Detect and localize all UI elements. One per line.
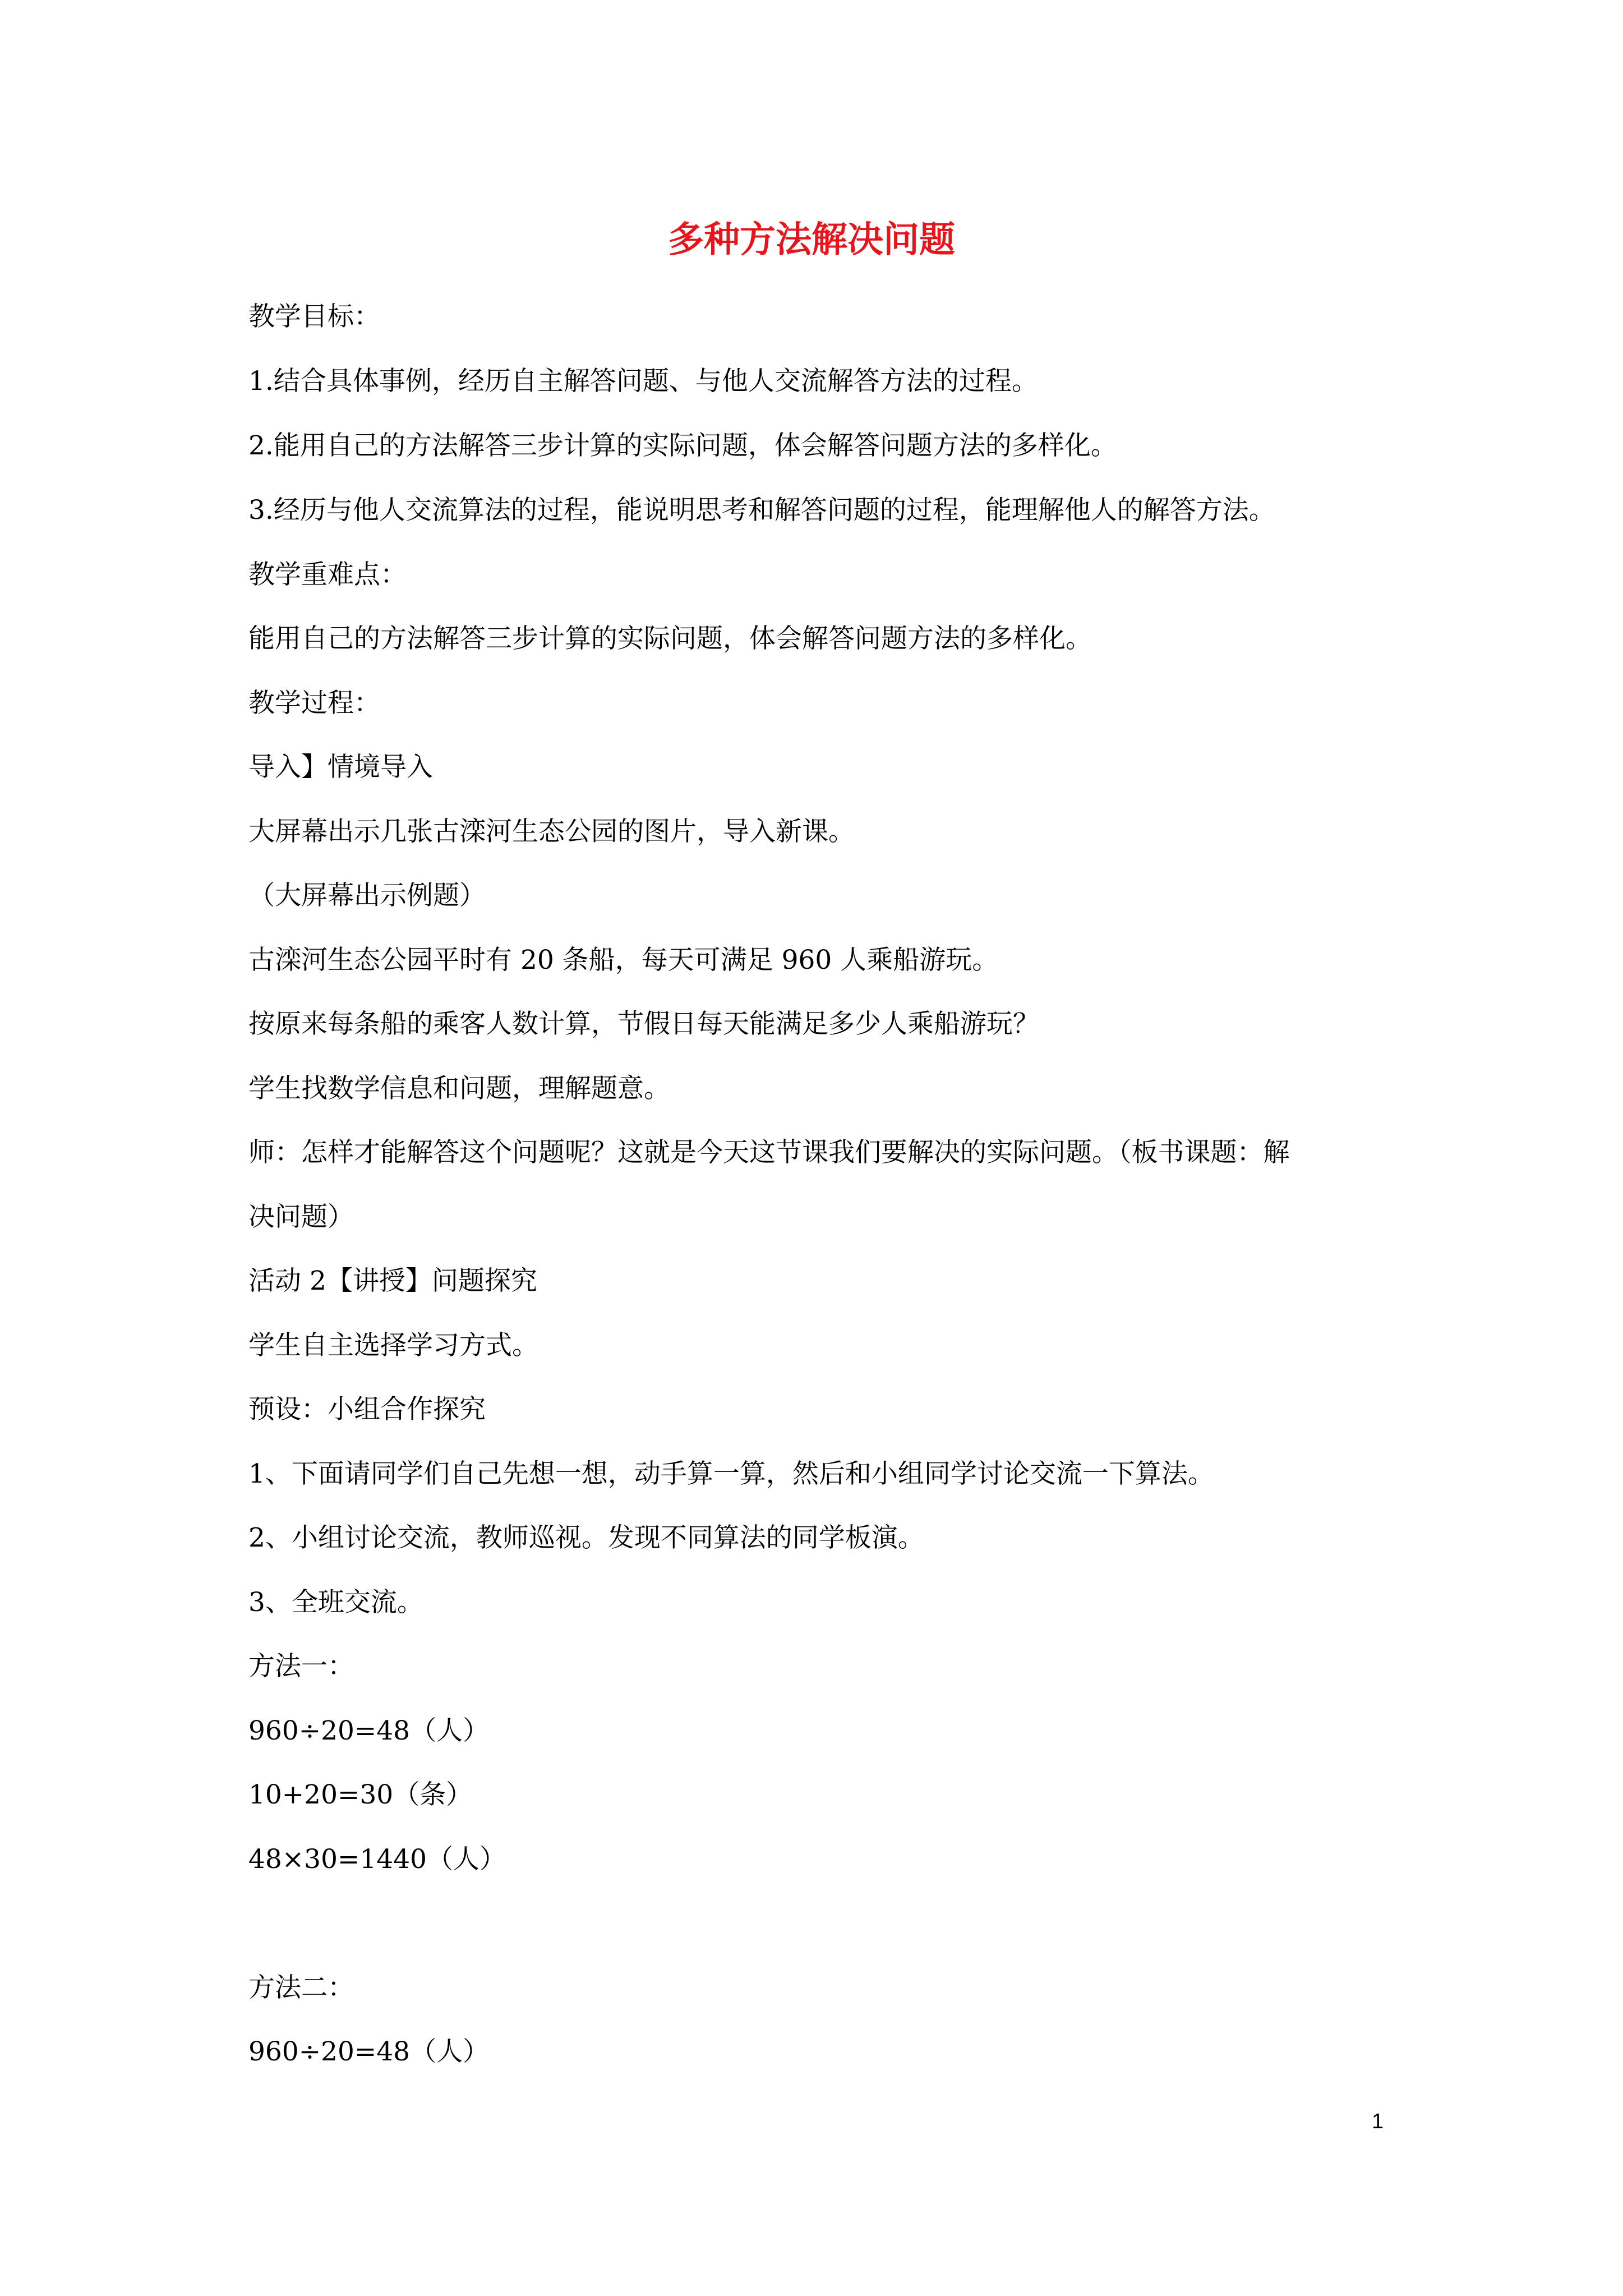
activity-2-heading: 活动 2【讲授】问题探究 xyxy=(248,1266,537,1296)
example-note: （大屏幕出示例题） xyxy=(248,880,486,911)
preset-text: 预设：小组合作探究 xyxy=(248,1394,486,1425)
objective-1: 1.结合具体事例，经历自主解答问题、与他人交流解答方法的过程。 xyxy=(248,366,1038,397)
step-2: 2、小组讨论交流，教师巡视。发现不同算法的同学板演。 xyxy=(248,1522,924,1553)
method-2-equation-1: 960÷20=48（人） xyxy=(248,2036,490,2067)
objective-2: 2.能用自己的方法解答三步计算的实际问题，体会解答问题方法的多样化。 xyxy=(248,430,1117,461)
section-heading-process: 教学过程： xyxy=(248,688,380,719)
key-points-text: 能用自己的方法解答三步计算的实际问题，体会解答问题方法的多样化。 xyxy=(248,623,1092,654)
method-1-heading: 方法一： xyxy=(248,1651,354,1682)
method-2-heading: 方法二： xyxy=(248,1972,354,2003)
teacher-question-line-2: 决问题） xyxy=(248,1202,354,1232)
intro-text: 大屏幕出示几张古滦河生态公园的图片，导入新课。 xyxy=(248,816,855,847)
method-1-equation-3: 48×30=1440（人） xyxy=(248,1844,506,1875)
step-3: 3、全班交流。 xyxy=(248,1587,423,1618)
step-1: 1、下面请同学们自己先想一想，动手算一算，然后和小组同学讨论交流一下算法。 xyxy=(248,1458,1214,1489)
student-task: 学生找数学信息和问题，理解题意。 xyxy=(248,1073,670,1104)
intro-heading: 导入】情境导入 xyxy=(248,752,433,783)
teacher-question-line-1: 师：怎样才能解答这个问题呢？这就是今天这节课我们要解决的实际问题。（板书课题：解 xyxy=(248,1137,1290,1168)
section-heading-objectives: 教学目标： xyxy=(248,301,380,332)
document-title: 多种方法解决问题 xyxy=(668,219,955,261)
example-problem-line-1: 古滦河生态公园平时有 20 条船，每天可满足 960 人乘船游玩。 xyxy=(248,945,999,976)
page-number: 1 xyxy=(1372,2110,1384,2133)
example-problem-line-2: 按原来每条船的乘客人数计算，节假日每天能满足多少人乘船游玩？ xyxy=(248,1009,1039,1039)
method-1-equation-1: 960÷20=48（人） xyxy=(248,1715,490,1746)
objective-3: 3.经历与他人交流算法的过程，能说明思考和解答问题的过程，能理解他人的解答方法。 xyxy=(248,495,1275,526)
section-heading-key-points: 教学重难点： xyxy=(248,559,407,590)
learning-mode-text: 学生自主选择学习方式。 xyxy=(248,1330,538,1361)
method-1-equation-2: 10+20=30（条） xyxy=(248,1779,473,1810)
